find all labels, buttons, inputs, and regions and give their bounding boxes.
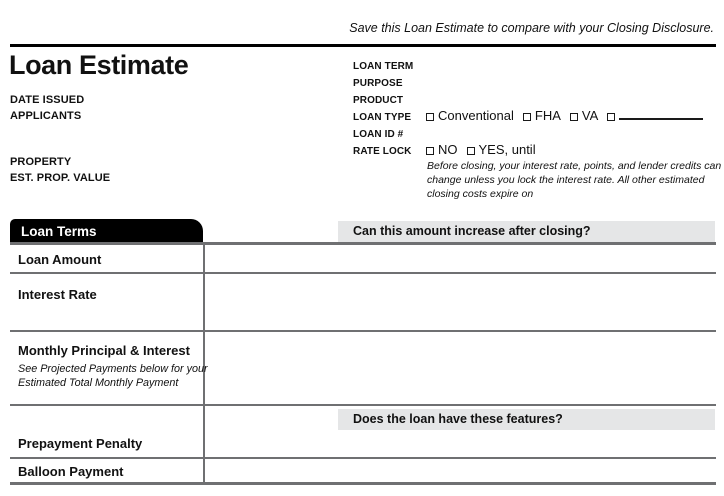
checkbox-fha[interactable] <box>523 113 531 121</box>
loan-type-label: LOAN TYPE <box>353 112 412 123</box>
purpose-label: PURPOSE <box>353 78 403 89</box>
section-tab-loan-terms: Loan Terms <box>10 219 203 244</box>
loan-type-option-va <box>570 108 598 123</box>
page-title: Loan Estimate <box>9 50 189 80</box>
loan-type-option-other <box>607 108 703 123</box>
monthly-pi-note: See Projected Payments below for your Estimated Total Monthly Payment <box>18 363 208 390</box>
row-divider <box>10 404 716 406</box>
applicants-label: APPLICANTS <box>10 110 82 122</box>
rate-lock-options <box>426 142 545 157</box>
question-bar-increase: Can this amount increase after closing? <box>338 221 715 242</box>
checkbox-va[interactable] <box>570 113 578 121</box>
section-header-rule <box>10 242 716 245</box>
row-label-interest-rate: Interest Rate <box>18 287 97 302</box>
date-issued-label: DATE ISSUED <box>10 94 85 106</box>
top-rule <box>10 44 716 47</box>
rate-lock-label: RATE LOCK <box>353 146 412 157</box>
save-note: Save this Loan Estimate to compare with your Closing Disclosure. <box>349 21 714 35</box>
rate-lock-option-yes <box>467 142 536 157</box>
loan-type-option-conventional <box>426 108 514 123</box>
rate-lock-option-label: YES, until <box>478 142 536 157</box>
loan-type-option-label: Conventional <box>438 108 514 123</box>
loan-term-label: LOAN TERM <box>353 61 414 72</box>
est-prop-value-label: EST. PROP. VALUE <box>10 172 111 184</box>
loan-type-options <box>426 108 712 123</box>
product-label: PRODUCT <box>353 95 404 106</box>
checkbox-rate-lock-yes[interactable] <box>467 147 475 155</box>
section-bottom-rule <box>10 482 716 485</box>
loan-type-other-write-in[interactable] <box>619 109 703 120</box>
checkbox-rate-lock-no[interactable] <box>426 147 434 155</box>
loan-type-option-label: VA <box>581 108 599 123</box>
loan-type-option-fha <box>523 108 561 123</box>
checkbox-loan-type-other[interactable] <box>607 113 615 121</box>
row-label-prepayment-penalty: Prepayment Penalty <box>18 436 143 451</box>
row-label-monthly-principal-interest: Monthly Principal & Interest <box>18 343 190 358</box>
rate-lock-option-no <box>426 142 458 157</box>
property-label: PROPERTY <box>10 156 72 168</box>
loan-id-label: LOAN ID # <box>353 129 404 140</box>
row-label-balloon-payment: Balloon Payment <box>18 464 124 479</box>
question-bar-features: Does the loan have these features? <box>338 409 715 430</box>
rate-lock-note: Before closing, your interest rate, points, and lender credits can change unless you lock the interest rate. All other estimated closing costs expire on <box>427 160 722 200</box>
row-divider <box>10 272 716 274</box>
row-divider <box>10 457 716 459</box>
row-label-loan-amount: Loan Amount <box>18 252 102 267</box>
loan-type-option-label: FHA <box>534 108 561 123</box>
rate-lock-option-label: NO <box>438 142 458 157</box>
row-divider <box>10 330 716 332</box>
checkbox-conventional[interactable] <box>426 113 434 121</box>
